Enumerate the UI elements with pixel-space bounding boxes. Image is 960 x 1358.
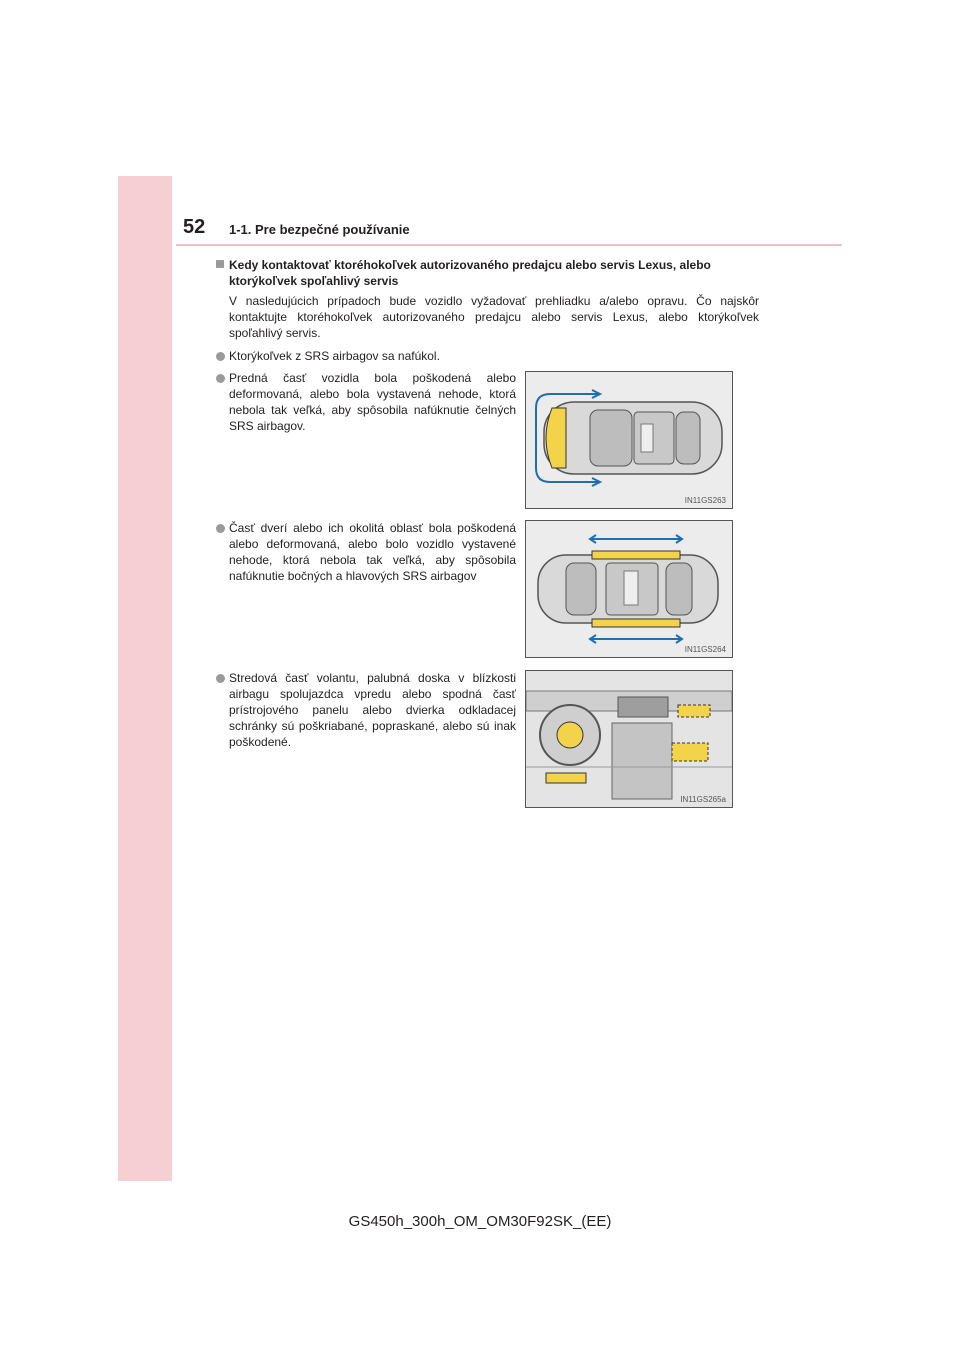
intro-paragraph: V nasledujúcich prípadoch bude vozidlo vyžadovať prehliadku a/alebo opravu. Čo najskôr kontaktujte ktoréhokoľvek autorizovaného predajcu alebo servis Lexus, alebo ktorýkoľvek spoľahlivý servis. bbox=[229, 294, 759, 340]
chapter-sidebar-tab bbox=[118, 176, 172, 1181]
list-item: Časť dverí alebo ich okolitá oblasť bola poškodená alebo deformovaná, alebo bolo vozidlo vystavené nehode, ktorá nebola tak veľká, aby spôsobila nafúknutie bočných a hlavových SRS airbagov bbox=[216, 520, 516, 584]
list-item: Predná časť vozidla bola poškodená alebo deformovaná, alebo bola vystavená nehode, ktorá nebola tak veľká, aby spôsobila nafúknutie čelných SRS airbagov. bbox=[216, 370, 516, 434]
bullet-icon bbox=[216, 524, 225, 533]
section-title: 1-1. Pre bezpečné používanie bbox=[229, 222, 410, 237]
square-bullet-icon bbox=[216, 260, 224, 268]
header-divider bbox=[176, 244, 842, 246]
figure-dashboard-damage bbox=[525, 670, 733, 808]
figure-front-damage bbox=[525, 371, 733, 509]
list-item: Stredová časť volantu, palubná doska v blízkosti airbagu spolujazdca vpredu alebo spodná časť prístrojového panelu alebo dvierka odkladacej schránky sú poškriabané, popraskané, alebo sú inak poškodené. bbox=[216, 670, 516, 750]
bullet-icon bbox=[216, 674, 225, 683]
car-top-view-front-illustration bbox=[526, 372, 732, 508]
document-code-footer: GS450h_300h_OM_OM30F92SK_(EE) bbox=[348, 1213, 612, 1230]
figure-code: IN11GS263 bbox=[684, 496, 726, 505]
bullet-icon bbox=[216, 352, 225, 361]
figure-side-damage bbox=[525, 520, 733, 658]
dashboard-interior-illustration bbox=[526, 671, 732, 807]
car-top-view-side-illustration bbox=[526, 521, 732, 657]
subsection-heading: Kedy kontaktovať ktoréhokoľvek autorizovaného predajcu alebo servis Lexus, alebo ktorýkoľvek spoľahlivý servis bbox=[216, 257, 756, 289]
figure-code: IN11GS264 bbox=[684, 645, 726, 654]
bullet-icon bbox=[216, 374, 225, 383]
page-number: 52 bbox=[183, 216, 206, 238]
list-item: Ktorýkoľvek z SRS airbagov sa nafúkol. bbox=[216, 348, 716, 364]
figure-code: IN11GS265a bbox=[680, 795, 726, 804]
